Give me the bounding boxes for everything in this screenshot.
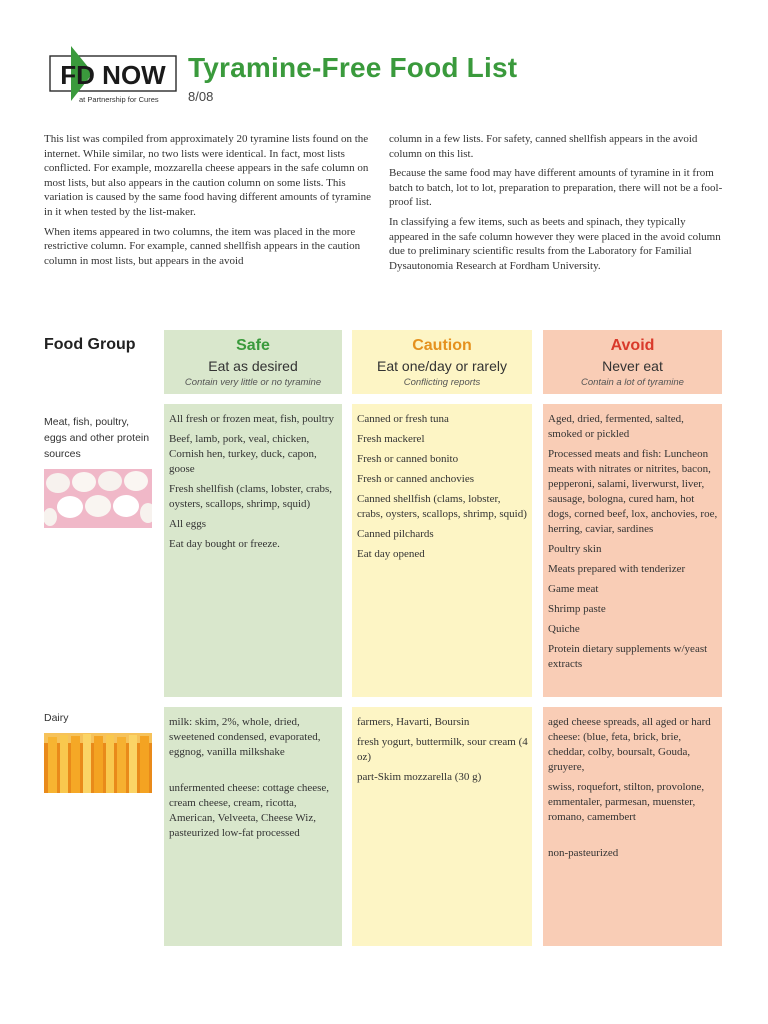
- list-item: milk: skim, 2%, whole, dried, sweetened condensed, evaporated, eggnog, vanilla milkshake: [169, 716, 321, 758]
- caution-subtitle: Eat one/day or rarely: [377, 358, 507, 374]
- eggs-illustration: [44, 469, 152, 528]
- intro-left-column: [44, 132, 376, 273]
- list-item: Fresh shellfish (clams, lobster, crabs, oysters, scallops, shrimp, squid): [169, 483, 332, 510]
- list-item: Fresh or canned bonito: [357, 453, 459, 465]
- page-title: Tyramine-Free Food List: [188, 52, 518, 83]
- food-group-dairy: Dairy: [44, 712, 69, 724]
- fdnow-logo: [49, 45, 179, 107]
- list-item: Protein dietary supplements w/yeast extracts: [548, 643, 708, 670]
- dairy-avoid-cell: [543, 707, 722, 946]
- list-item: Canned or fresh tuna: [357, 413, 449, 425]
- list-item: swiss, roquefort, stilton, provolone, emmentaler, parmesan, muenster, romano, camembert: [548, 781, 705, 823]
- list-item: Canned shellfish (clams, lobster, crabs, oysters, scallops, shrimp, squid): [357, 493, 527, 520]
- list-item: Processed meats and fish: Luncheon meats with nitrates or nitrites, bacon, pepperoni, salami, liverwurst, liver, sausage, bologna, cured ham, hot dogs, corned beef, lox, anchovies, roe, herring, caviar, sardines: [548, 448, 718, 535]
- list-item: Eat day bought or freeze.: [169, 538, 280, 550]
- safe-column-header: [164, 330, 342, 394]
- avoid-title: Avoid: [610, 337, 655, 354]
- list-item: fresh yogurt, buttermilk, sour cream (4 oz): [357, 736, 528, 763]
- intro-paragraph: column in a few lists. For safety, canned shellfish appears in the avoid column on this list.: [389, 133, 698, 160]
- list-item: Quiche: [548, 623, 580, 635]
- list-item: non-pasteurized: [548, 847, 619, 859]
- intro-paragraph: Because the same food may have different amounts of tyramine in it from batch to batch, lot to lot, preparation to preparation, there will not be a fool-proof list.: [389, 167, 723, 209]
- page-date: 8/08: [188, 89, 214, 104]
- list-item: unfermented cheese: cottage cheese, cream cheese, cream, ricotta, American, Velveeta, Cheese Wiz, pasteurized low-fat processed: [169, 782, 330, 839]
- fdnow-logo-mark: [49, 45, 179, 107]
- dairy-caution-cell: [352, 707, 532, 946]
- intro-paragraph: When items appeared in two columns, the item was placed in the more restrictive column. For example, canned shellfish appears in the caution column in most lists, but appears in the avoid: [44, 225, 361, 267]
- cheese-image: [44, 733, 152, 793]
- list-item: Meats prepared with tenderizer: [548, 563, 686, 575]
- list-item: aged cheese spreads, all aged or hard cheese: (blue, feta, brick, brie, cheddar, colby, boursalt, Gouda, gruyere,: [548, 716, 711, 773]
- list-item: All fresh or frozen meat, fish, poultry: [169, 413, 334, 425]
- intro-paragraph: This list was compiled from approximately 20 tyramine lists found on the internet. While similar, no two lists were identical. In fact, most lists conflicted. For example, mozzarella cheese appears in the safe column on most lists, but also appears in the caution column on some lists. This variation is caused by the same food having different amounts of tyramine in it when tested by the list-maker.: [44, 133, 371, 218]
- list-item: Shrimp paste: [548, 603, 606, 615]
- list-item: part-Skim mozzarella (30 g): [357, 771, 482, 783]
- list-item: All eggs: [169, 518, 206, 530]
- caution-title: Caution: [412, 337, 472, 354]
- avoid-subtitle: Never eat: [602, 358, 663, 374]
- list-item: Aged, dried, fermented, salted, smoked or pickled: [548, 413, 684, 440]
- caution-note: Conflicting reports: [403, 377, 481, 388]
- svg-text:FD NOW: FD NOW: [60, 60, 166, 90]
- list-item: Eat day opened: [357, 548, 425, 560]
- meat-avoid-cell: [543, 404, 722, 697]
- avoid-column-header: [543, 330, 722, 394]
- cheese-illustration: [44, 733, 152, 793]
- intro-paragraph: In classifying a few items, such as beets and spinach, they typically appeared in the safe column however they were placed in the avoid column due to preliminary scientific results from the Laboratory for Familial Dysautonomia Research at Fordham University.: [389, 215, 721, 272]
- list-item: Canned pilchards: [357, 528, 434, 540]
- svg-text:at Partnership for Cures: at Partnership for Cures: [79, 95, 159, 104]
- food-group-header: Food Group: [44, 336, 136, 353]
- eggs-image: [44, 469, 152, 528]
- meat-caution-cell: [352, 404, 532, 697]
- caution-column-header: [352, 330, 532, 394]
- meat-safe-cell: [164, 404, 342, 697]
- list-item: Beef, lamb, pork, veal, chicken, Cornish hen, turkey, duck, capon, goose: [169, 433, 317, 475]
- list-item: Fresh or canned anchovies: [357, 473, 474, 485]
- intro-right-column: [389, 132, 725, 278]
- avoid-note: Contain a lot of tyramine: [581, 377, 684, 388]
- safe-title: Safe: [236, 337, 270, 354]
- list-item: Game meat: [548, 583, 599, 595]
- dairy-safe-cell: [164, 707, 342, 946]
- safe-subtitle: Eat as desired: [208, 358, 298, 374]
- safe-note: Contain very little or no tyramine: [184, 377, 322, 388]
- food-group-meat: Meat, fish, poultry, eggs and other protein sources: [44, 416, 150, 460]
- list-item: Poultry skin: [548, 543, 602, 555]
- list-item: farmers, Havarti, Boursin: [357, 716, 470, 728]
- list-item: Fresh mackerel: [357, 433, 425, 445]
